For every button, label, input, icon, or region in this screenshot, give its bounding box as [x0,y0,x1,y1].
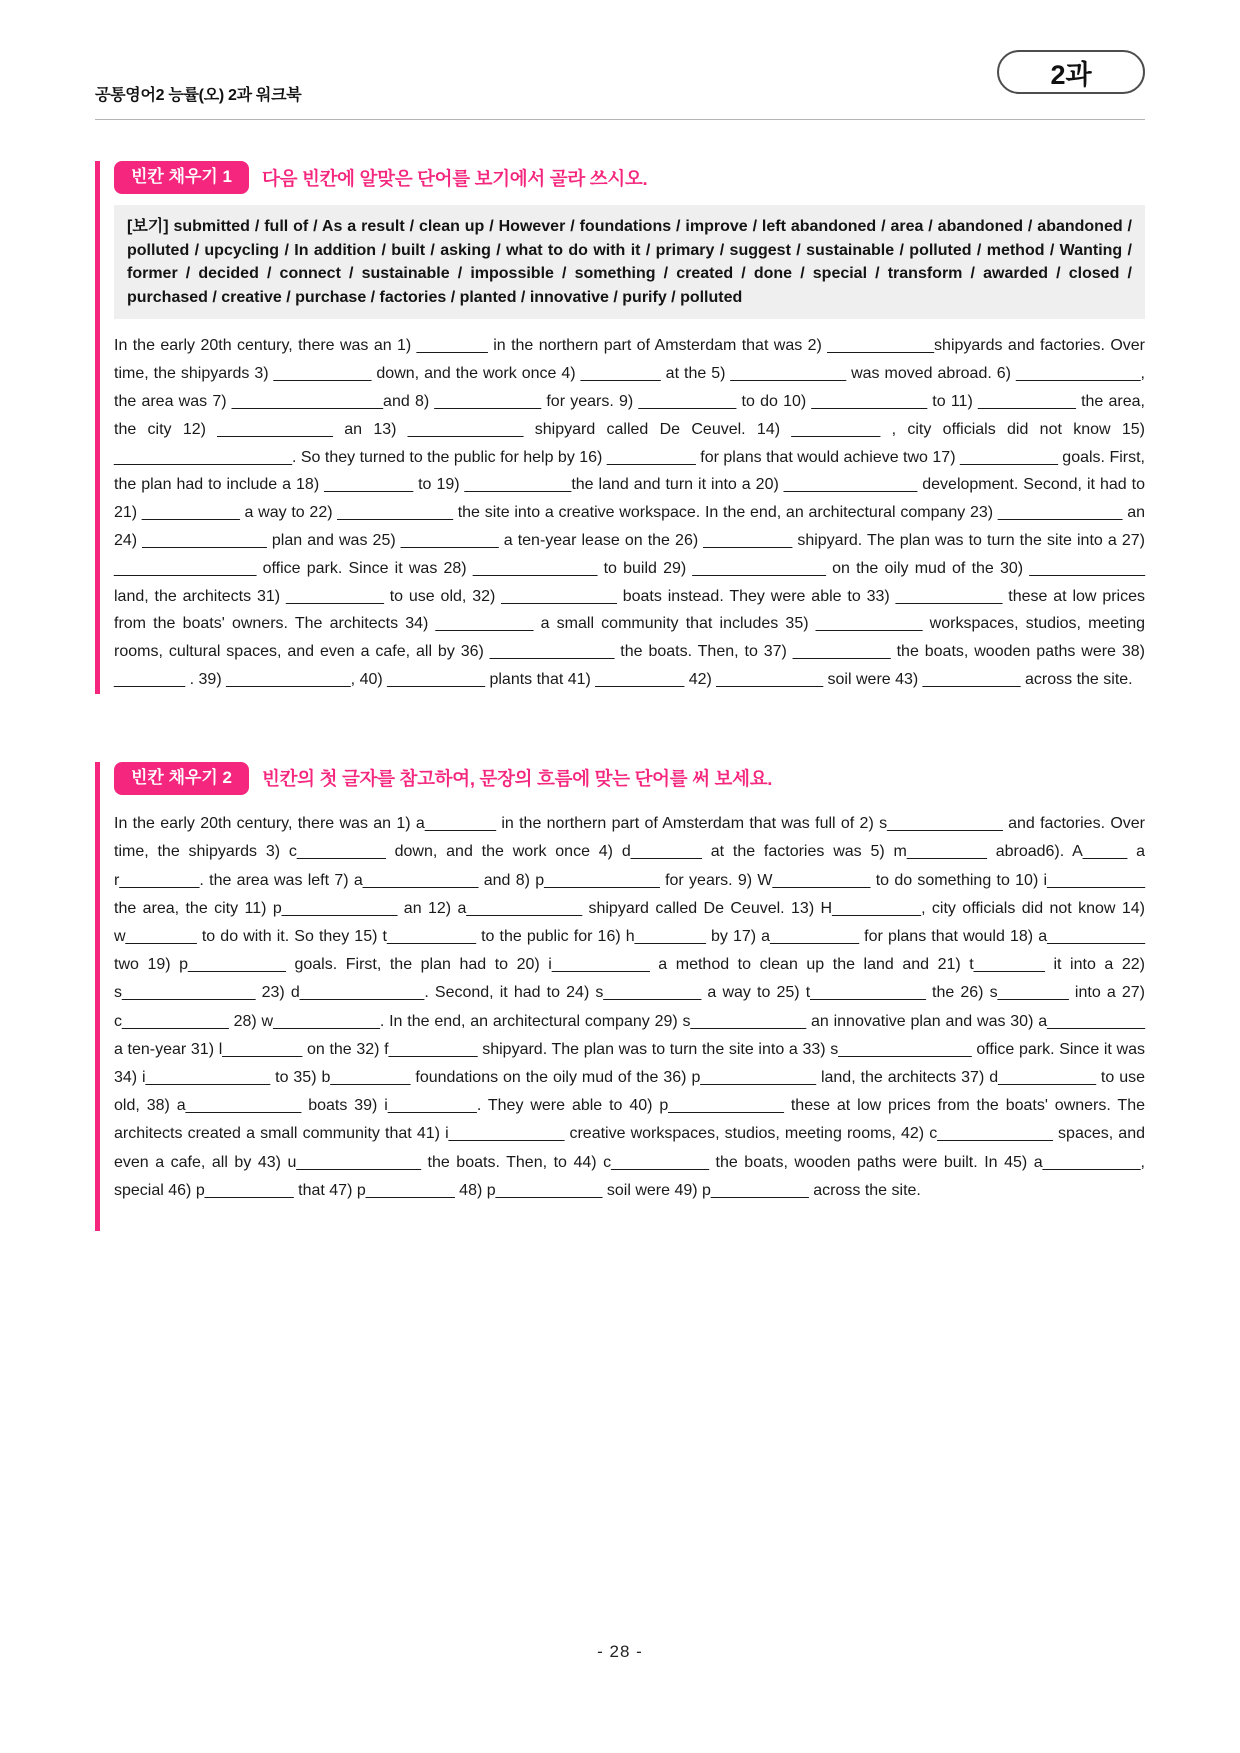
section-2-heading [114,762,1145,795]
section-1-badge: 빈칸 채우기 1 [114,161,249,194]
header-divider [95,119,1145,120]
section-2-badge: 빈칸 채우기 2 [114,762,249,795]
fill-blank-passage-2: In the early 20th century, there was an 1) a________ in the northern part of Amsterdam that was full of 2) s_____________ and factories. Over time, the shipyards 3) c__________ down, and the work once 4) d________ at the factories was 5) m_________ abroad6). A_____ a r_________. the area was left 7) a_____________ and 8) p_____________ for years. 9) W___________ to do something to 10) i___________ the area, the city 11) p_____________ an 12) a_____________ shipyard called De Ceuvel. 13) H__________, city officials did not know 14) w________ to do with it. So they 15) t__________ to the public for 16) h________ by 17) a__________ for plans that would 18) a___________ two 19) p___________ goals. First, the plan had to 20) i___________ a method to clean up the land and 21) t________ it into a 22) s_______________ 23) d______________. Second, it had to 24) s___________ a way to 25) t_____________ the 26) s________ into a 27) c____________ 28) w____________. In the end, an architectural company 29) s_____________ an innovative plan and was 30) a___________ a ten-year 31) l_________ on the 32) f__________ shipyard. The plan was to turn the site into a 33) s_______________ office park. Since it was 34) i______________ to 35) b_________ foundations on the oily mud of the 36) p_____________ land, the architects 37) d___________ to use old, 38) a_____________ boats 39) i__________. They were able to 40) p_____________ these at low prices from the boats' owners. The architects created a small community that 41) i_____________ creative workspaces, studios, meeting rooms, 42) c_____________ spaces, and even a cafe, all by 43) u______________ the boats. Then, to 44) c___________ the boats, wooden paths were built. In 45) a___________, special 46) p__________ that 47) p__________ 48) p____________ soil were 49) p___________ across the site. [114,815,1145,1199]
page-header [95,0,1145,120]
chapter-badge: 2과 [997,50,1145,94]
fill-blank-passage-1: In the early 20th century, there was an 1) ________ in the northern part of Amsterdam that was 2) ____________shipyards and factories. Over time, the shipyards 3) ___________ down, and the work once 4) _________ at the 5) _____________ was moved abroad. 6) ______________, the area was 7) _________________and 8) ____________ for years. 9) ___________ to do 10) _____________ to 11) ___________ the area, the city 12) _____________ an 13) _____________ shipyard called De Ceuvel. 14) __________ , city officials did not know 15) ____________________. So they turned to the public for help by 16) __________ for plans that would achieve two 17) ___________ goals. First, the plan had to include a 18) __________ to 19) ____________the land and turn it into a 20) _______________ development. Second, it had to 21) ___________ a way to 22) _____________ the site into a creative workspace. In the end, an architectural company 23) ______________ an 24) ______________ plan and was 25) ___________ a ten-year lease on the 26) __________ shipyard. The plan was to turn the site into a 27) ________________ office park. Since it was 28) ______________ to build 29) _______________ on the oily mud of the 30) _____________ land, the architects 31) ___________ to use old, 32) _____________ boats instead. They were able to 33) ____________ these at low prices from the boats' owners. The architects 34) ___________ a small community that includes 35) ____________ workspaces, studios, meeting rooms, cultural spaces, and even a cafe, all by 36) ______________ the boats. Then, to 37) ___________ the boats, wooden paths were 38) ________ . 39) ______________, 40) ___________ plants that 41) __________ 42) ____________ soil were 43) ___________ across the site. [114,337,1145,688]
section-1-heading [114,161,1145,194]
section-1-instruction: 다음 빈칸에 알맞은 단어를 보기에서 골라 쓰시오. [262,167,648,189]
section-fill-blank-2 [95,762,1145,1231]
section-2-instruction: 빈칸의 첫 글자를 참고하여, 문장의 흐름에 맞는 단어를 써 보세요. [262,768,773,790]
section-fill-blank-1 [95,161,1145,694]
page-content [95,0,1145,1231]
word-bank-box: [보기] submitted / full of / As a result / clean up / However / foundations / improve / left abandoned / area / abandoned / abandoned / polluted / upcycling / In addition / built / asking / what to do with it / primary / suggest / sustainable / polluted / method / Wanting / former / decided / connect / sustainable / impossible / something / created / done / special / transform / awarded / closed / purchased / creative / purchase / factories / planted / innovative / purify / polluted [114,205,1145,319]
workbook-title: 공통영어2 능률(오) 2과 워크북 [95,87,302,104]
page-number: - 28 - [597,1642,643,1661]
